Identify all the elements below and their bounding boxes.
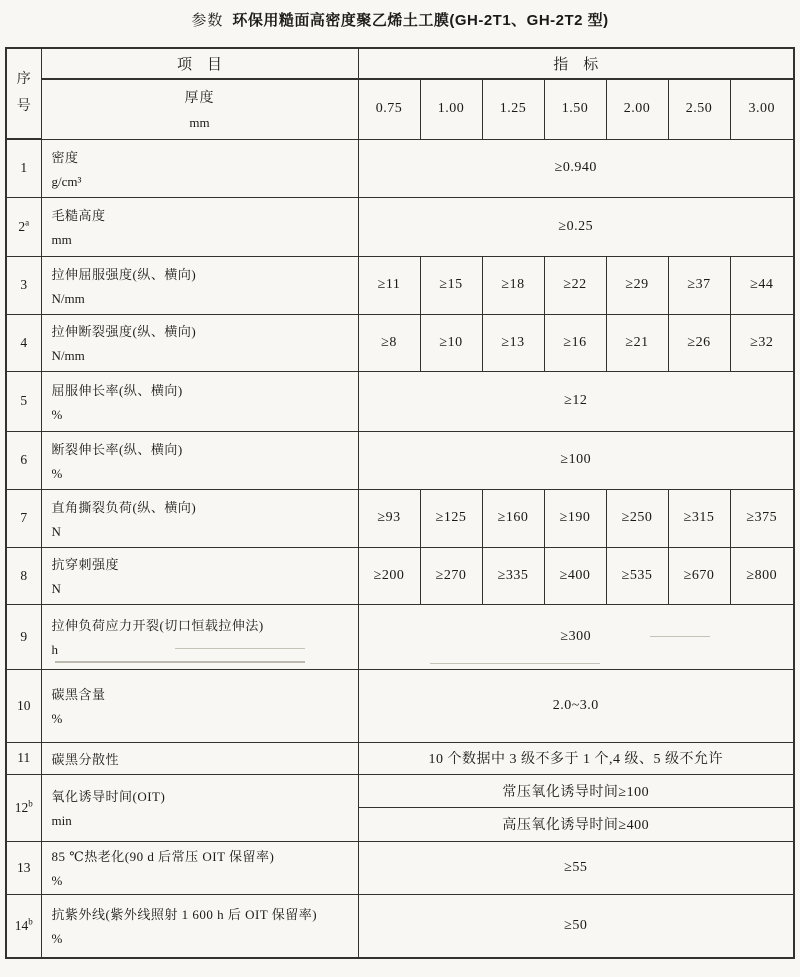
table-row [6,371,794,431]
row-item: 抗紫外线(紫外线照射 1 600 h 后 OIT 保留率) % [41,894,358,958]
row-value: ≥270 [420,547,482,604]
row-value: ≥300 [358,604,794,669]
row-item: 毛糙高度 mm [41,197,358,256]
row-value: ≥100 [358,431,794,489]
thickness-value: 2.50 [668,79,730,139]
row-item: 屈服伸长率(纵、横向) % [41,371,358,431]
row-value: ≥44 [730,256,794,314]
row-value: ≥125 [420,489,482,547]
row-value: ≥190 [544,489,606,547]
row-value: ≥8 [358,314,420,371]
thickness-value: 3.00 [730,79,794,139]
table-row [6,256,794,314]
row-value: ≥800 [730,547,794,604]
row-value: ≥0.25 [358,197,794,256]
row-no: 14$^b$ [6,894,41,958]
scan-artifact [650,636,710,637]
row-value: ≥10 [420,314,482,371]
row-item: 直角撕裂负荷(纵、横向) N [41,489,358,547]
spec-table [5,47,795,959]
row-value: 10 个数据中 3 级不多于 1 个,4 级、5 级不允许 [358,742,794,774]
row-value: ≥32 [730,314,794,371]
table-row [6,139,794,197]
scan-artifact [430,663,600,664]
row-value: ≥15 [420,256,482,314]
thickness-value: 1.00 [420,79,482,139]
row-no: 3 [6,256,41,314]
row-value: ≥160 [482,489,544,547]
row-value: ≥670 [668,547,730,604]
row-value: ≥29 [606,256,668,314]
table-row [6,841,794,894]
row-value: ≥13 [482,314,544,371]
row-no: 9 [6,604,41,669]
scan-artifact [55,661,305,663]
row-no: 12$^b$ [6,774,41,841]
row-value: ≥37 [668,256,730,314]
scan-artifact [175,648,305,649]
row-item: 拉伸屈服强度(纵、横向) N/mm [41,256,358,314]
row-no: 6 [6,431,41,489]
row-item: 密度 g/cm³ [41,139,358,197]
table-row [6,489,794,547]
row-value: ≥16 [544,314,606,371]
header-thickness [41,79,358,139]
row-value: 常压氧化诱导时间≥100 [358,774,794,807]
row-value: ≥18 [482,256,544,314]
thickness-value: 1.50 [544,79,606,139]
row-no: 11 [6,742,41,774]
row-no: 13 [6,841,41,894]
row-value: ≥400 [544,547,606,604]
row-value: ≥375 [730,489,794,547]
thickness-value: 2.00 [606,79,668,139]
header-indicator: 指 标 [358,48,794,79]
thickness-value: 1.25 [482,79,544,139]
table-row [6,547,794,604]
table-row [6,431,794,489]
row-value: ≥55 [358,841,794,894]
row-value: ≥11 [358,256,420,314]
row-value: ≥315 [668,489,730,547]
row-value: ≥22 [544,256,606,314]
row-value: ≥12 [358,371,794,431]
table-row [6,669,794,742]
row-value: ≥50 [358,894,794,958]
row-no: 10 [6,669,41,742]
table-row [6,314,794,371]
row-item: 碳黑分散性 [41,742,358,774]
row-item: 断裂伸长率(纵、横向) % [41,431,358,489]
table-title-main: 环保用糙面高密度聚乙烯土工膜(GH-2T1、GH-2T2 型) [232,12,609,29]
row-item: 拉伸断裂强度(纵、横向) N/mm [41,314,358,371]
table-title-prefix: 参数 [191,13,224,29]
thickness-value: 0.75 [358,79,420,139]
row-value: ≥535 [606,547,668,604]
table-row [6,894,794,958]
row-value: ≥250 [606,489,668,547]
row-value: 高压氧化诱导时间≥400 [358,807,794,841]
table-row [6,197,794,256]
table-row [6,742,794,774]
row-value: ≥0.940 [358,139,794,197]
row-no: 8 [6,547,41,604]
row-item: 抗穿刺强度 N [41,547,358,604]
row-value: ≥21 [606,314,668,371]
thickness-unit: mm [189,115,210,131]
row-value: ≥200 [358,547,420,604]
row-item: 碳黑含量 % [41,669,358,742]
row-no: 1 [6,139,41,197]
row-value: ≥26 [668,314,730,371]
row-no: 4 [6,314,41,371]
header-item: 项 目 [41,48,358,79]
table-row [6,774,794,807]
row-value: ≥93 [358,489,420,547]
row-value: 2.0~3.0 [358,669,794,742]
row-item: 85 ℃热老化(90 d 后常压 OIT 保留率) % [41,841,358,894]
row-value: ≥335 [482,547,544,604]
header-seq: 序号 [6,48,41,139]
row-no: 7 [6,489,41,547]
row-item: 拉伸负荷应力开裂(切口恒载拉伸法) h [41,604,358,669]
table-title [0,9,800,30]
row-item: 氧化诱导时间(OIT) min [41,774,358,841]
row-no: 2$^a$ [6,197,41,256]
row-no: 5 [6,371,41,431]
thickness-label: 厚度 [184,91,215,107]
